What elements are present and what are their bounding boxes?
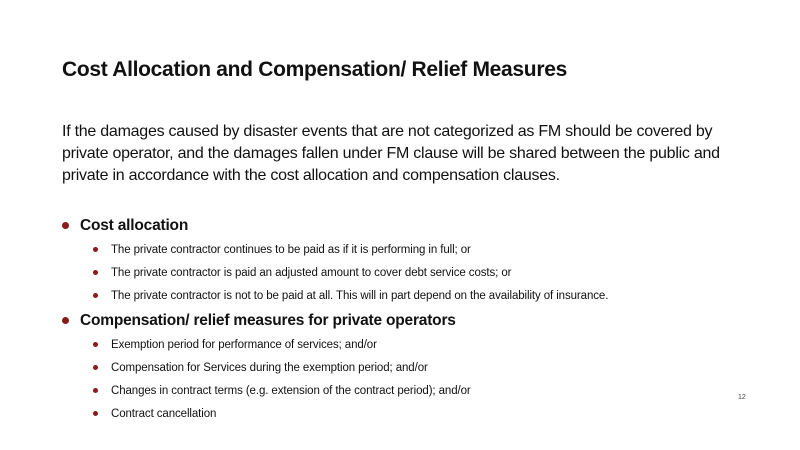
list-item: Exemption period for performance of services; and/or (62, 334, 742, 357)
bullet-icon (93, 411, 98, 416)
section-heading-cost-allocation: Cost allocation (62, 213, 742, 239)
bullet-icon (93, 270, 98, 275)
bullet-icon (93, 342, 98, 347)
bullet-icon (62, 317, 69, 324)
intro-paragraph: If the damages caused by disaster events that are not categorized as FM should be covered by private operator, and the damages fallen under FM clause will be shared between the public and private in accordance with the cost allocation and compensation clauses. (62, 123, 720, 184)
list-item: Compensation for Services during the exemption period; and/or (62, 357, 742, 380)
list-item: Contract cancellation (62, 403, 742, 426)
list-item: The private contractor is paid an adjusted amount to cover debt service costs; or (62, 262, 742, 285)
slide-title: Cost Allocation and Compensation/ Relief Measures (62, 58, 567, 81)
list-item: Changes in contract terms (e.g. extension of the contract period); and/or (62, 380, 742, 403)
bullet-icon (62, 222, 69, 229)
bullet-icon (93, 247, 98, 252)
bullet-icon (93, 293, 98, 298)
list-item: The private contractor is not to be paid at all. This will in part depend on the availability of insurance. (62, 285, 742, 308)
list-item: The private contractor continues to be paid as if it is performing in full; or (62, 239, 742, 262)
bullet-icon (93, 365, 98, 370)
page-number: 12 (738, 394, 746, 401)
bullet-list (62, 213, 742, 426)
bullet-icon (93, 388, 98, 393)
section-heading-compensation: Compensation/ relief measures for private operators (62, 308, 742, 334)
